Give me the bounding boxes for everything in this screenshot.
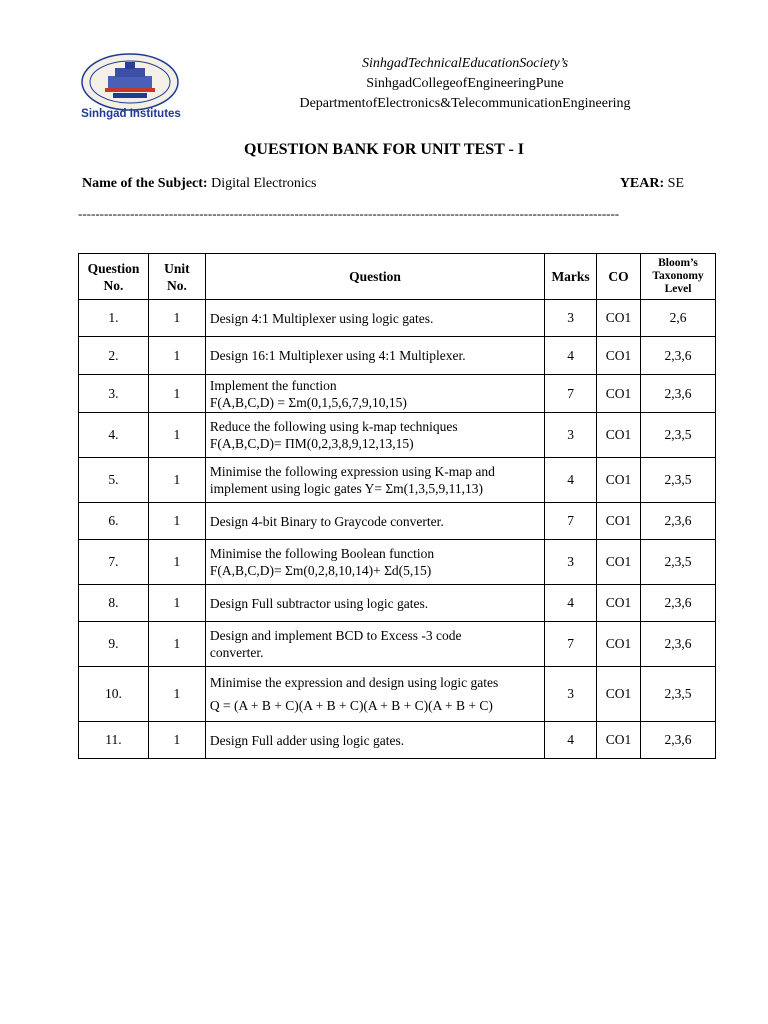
question-no-cell: 3. <box>79 375 149 413</box>
blooms-level-cell: 2,3,6 <box>641 722 716 759</box>
question-line: F(A,B,C,D) = Σm(0,1,5,6,7,9,10,15) <box>209 394 407 410</box>
co-cell: CO1 <box>597 375 641 413</box>
marks-cell: 3 <box>545 413 597 458</box>
header-blooms-level: Bloom’s Taxonomy Level <box>641 254 716 300</box>
unit-no-cell: 1 <box>148 667 205 722</box>
question-line: Implement the function <box>209 377 337 393</box>
header-question-no: Question No. <box>79 254 149 300</box>
question-no-cell: 11. <box>79 722 149 759</box>
institution-lines <box>215 54 715 114</box>
question-cell <box>205 375 544 413</box>
subject-value: Digital Electronics <box>211 176 317 191</box>
question-line: Minimise the following expression using K-map and <box>209 464 495 479</box>
marks-cell: 7 <box>545 622 597 667</box>
unit-no-cell: 1 <box>148 540 205 585</box>
question-line: Minimise the expression and design using logic gates <box>209 675 499 690</box>
document-header <box>75 52 715 132</box>
question-no-cell: 1. <box>79 300 149 337</box>
co-cell: CO1 <box>597 722 641 759</box>
blooms-level-cell: 2,3,6 <box>641 585 716 622</box>
marks-cell: 4 <box>545 337 597 375</box>
question-no-cell: 7. <box>79 540 149 585</box>
header-unit-no: Unit No. <box>148 254 205 300</box>
blooms-level-cell: 2,3,5 <box>641 413 716 458</box>
marks-cell: 7 <box>545 503 597 540</box>
question-bank-table <box>78 253 716 759</box>
co-cell: CO1 <box>597 413 641 458</box>
department-name: DepartmentofElectronics&TelecommunicationEngineering <box>299 96 631 111</box>
question-line: F(A,B,C,D)= Σm(0,2,8,10,14)+ Σd(5,15) <box>209 563 432 578</box>
co-cell: CO1 <box>597 585 641 622</box>
table-row <box>79 622 716 667</box>
blooms-level-cell: 2,3,6 <box>641 622 716 667</box>
question-line: Design and implement BCD to Excess -3 code <box>209 628 462 643</box>
question-cell <box>205 458 544 503</box>
table-row <box>79 540 716 585</box>
question-cell <box>205 540 544 585</box>
table-row <box>79 585 716 622</box>
college-name: SinhgadCollegeofEngineeringPune <box>366 76 564 91</box>
header-question: Question <box>205 254 544 300</box>
question-no-cell: 6. <box>79 503 149 540</box>
question-no-cell: 9. <box>79 622 149 667</box>
table-row <box>79 667 716 722</box>
question-cell <box>205 622 544 667</box>
question-line: Design Full subtractor using logic gates. <box>209 595 429 611</box>
blooms-level-cell: 2,6 <box>641 300 716 337</box>
table-row <box>79 375 716 413</box>
logo-caption: Sinhgad Institutes <box>81 108 181 120</box>
question-no-cell: 5. <box>79 458 149 503</box>
question-cell <box>205 722 544 759</box>
subject-field <box>82 176 316 192</box>
question-line: Reduce the following using k-map techniques <box>209 419 458 434</box>
unit-no-cell: 1 <box>148 503 205 540</box>
unit-no-cell: 1 <box>148 300 205 337</box>
question-line: Design 4-bit Binary to Graycode converter. <box>209 513 444 529</box>
table-body <box>79 300 716 759</box>
co-cell: CO1 <box>597 540 641 585</box>
question-cell <box>205 667 544 722</box>
unit-no-cell: 1 <box>148 585 205 622</box>
co-cell: CO1 <box>597 503 641 540</box>
table-row <box>79 300 716 337</box>
blooms-level-cell: 2,3,5 <box>641 458 716 503</box>
question-cell <box>205 337 544 375</box>
table-row <box>79 722 716 759</box>
marks-cell: 4 <box>545 458 597 503</box>
question-no-cell: 4. <box>79 413 149 458</box>
unit-no-cell: 1 <box>148 458 205 503</box>
header-marks: Marks <box>545 254 597 300</box>
subject-label: Name of the Subject: <box>82 176 208 191</box>
blooms-level-cell: 2,3,5 <box>641 540 716 585</box>
question-no-cell: 2. <box>79 337 149 375</box>
co-cell: CO1 <box>597 458 641 503</box>
table-row <box>79 337 716 375</box>
blooms-level-cell: 2,3,6 <box>641 337 716 375</box>
table-row <box>79 503 716 540</box>
year-field <box>620 176 684 192</box>
document-title: QUESTION BANK FOR UNIT TEST - I <box>243 141 525 158</box>
marks-cell: 4 <box>545 722 597 759</box>
marks-cell: 3 <box>545 300 597 337</box>
question-line: Design Full adder using logic gates. <box>209 732 405 748</box>
unit-no-cell: 1 <box>148 413 205 458</box>
blooms-level-cell: 2,3,6 <box>641 503 716 540</box>
blooms-level-cell: 2,3,6 <box>641 375 716 413</box>
question-line: implement using logic gates Y= Σm(1,3,5,9,11,13) <box>209 481 484 496</box>
question-line: F(A,B,C,D)= ΠM(0,2,3,8,9,12,13,15) <box>209 436 414 451</box>
table-header-row <box>79 254 716 300</box>
dashed-divider: ----------------------------------------------------------------------------------------------------------------------------- <box>78 206 620 221</box>
table-row <box>79 413 716 458</box>
question-cell <box>205 413 544 458</box>
unit-no-cell: 1 <box>148 622 205 667</box>
question-cell <box>205 300 544 337</box>
question-line: Design 16:1 Multiplexer using 4:1 Multiplexer. <box>209 348 466 363</box>
blooms-level-cell: 2,3,5 <box>641 667 716 722</box>
header-co: CO <box>597 254 641 300</box>
question-line: converter. <box>209 645 264 660</box>
marks-cell: 7 <box>545 375 597 413</box>
unit-no-cell: 1 <box>148 337 205 375</box>
marks-cell: 4 <box>545 585 597 622</box>
sinhgad-logo <box>75 52 185 128</box>
year-label: YEAR: <box>619 176 665 191</box>
question-no-cell: 8. <box>79 585 149 622</box>
society-name: SinhgadTechnicalEducationSociety’s <box>361 56 569 71</box>
co-cell: CO1 <box>597 337 641 375</box>
question-line: Q = (A + B + C)(A + B + C)(A + B + C)(A + B + C) <box>209 698 493 713</box>
question-cell <box>205 503 544 540</box>
year-value: SE <box>667 176 684 191</box>
table-row <box>79 458 716 503</box>
co-cell: CO1 <box>597 300 641 337</box>
unit-no-cell: 1 <box>148 375 205 413</box>
question-no-cell: 10. <box>79 667 149 722</box>
question-cell <box>205 585 544 622</box>
marks-cell: 3 <box>545 540 597 585</box>
unit-no-cell: 1 <box>148 722 205 759</box>
co-cell: CO1 <box>597 667 641 722</box>
marks-cell: 3 <box>545 667 597 722</box>
question-line: Minimise the following Boolean function <box>209 546 435 561</box>
co-cell: CO1 <box>597 622 641 667</box>
question-line: Design 4:1 Multiplexer using logic gates. <box>209 310 434 326</box>
